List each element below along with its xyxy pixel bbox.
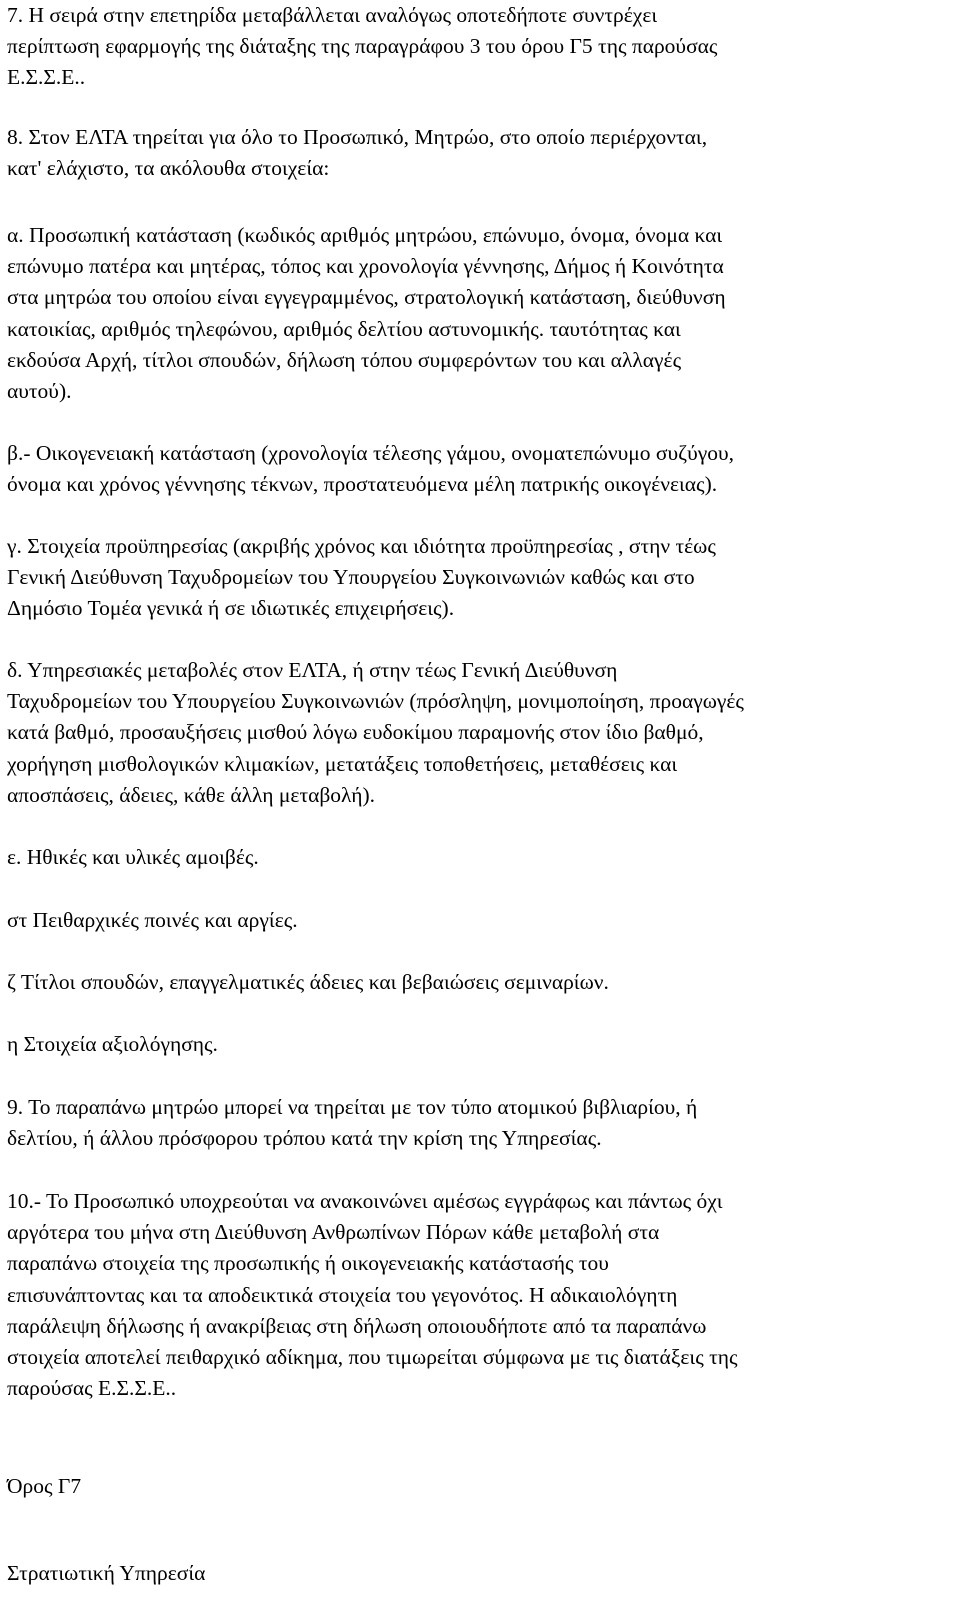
section-heading-military-service [7,1558,205,1589]
text-line: παρούσας Ε.Σ.Σ.Ε.. [7,1376,177,1401]
section-heading-term-g7 [7,1471,81,1502]
paragraph-8-alpha [7,220,726,407]
text-line: δελτίου, ή άλλου πρόσφορου τρόπου κατά την κρίση της Υπηρεσίας. [7,1126,602,1151]
text-line: Όρος Γ7 [7,1474,82,1498]
text-line: Ε.Σ.Σ.Ε.. [7,65,86,90]
paragraph-8-eta [7,1029,218,1060]
text-line: χορήγηση μισθολογικών κλιμακίων, μετατάξεις τοποθετήσεις, μεταθέσεις και [7,751,678,776]
text-line: παραπάνω στοιχεία της προσωπικής ή οικογενειακής κατάστασής του [7,1251,609,1276]
text-line: δ. Υπηρεσιακές μεταβολές στον ΕΛΤΑ, ή στην τέως Γενική Διεύθυνση [7,658,618,682]
text-line: παράλειψη δήλωσης ή ανακρίβειας στη δήλωση οποιουδήποτε από τα παραπάνω [7,1313,707,1338]
text-line: όνομα και χρόνος γέννησης τέκνων, προστατευόμενα μέλη πατρικής οικογένειας). [7,472,718,497]
text-line: στ Πειθαρχικές ποινές και αργίες. [7,908,298,932]
paragraph-8-gamma [7,531,716,625]
text-line: Στρατιωτική Υπηρεσία [7,1561,206,1585]
text-line: ε. Ηθικές και υλικές αμοιβές. [7,845,259,869]
paragraph-8-stigma [7,905,298,936]
text-line: Δημόσιο Τομέα γενικά ή σε ιδιωτικές επιχειρήσεις). [7,596,455,621]
text-line: επισυνάπτοντας και τα αποδεικτικά στοιχεία του γεγονότος. Η αδικαιολόγητη [7,1282,678,1307]
paragraph-8-epsilon [7,842,259,873]
text-line: επώνυμο πατέρα και μητέρας, τόπος και χρονολογία γέννησης, Δήμος ή Κοινότητα [7,254,724,279]
paragraph-9 [7,1092,697,1154]
text-line: περίπτωση εφαρμογής της διάταξης της παραγράφου 3 του όρου Γ5 της παρούσας [7,34,718,59]
text-line: αργότερα του μήνα στη Διεύθυνση Ανθρωπίνων Πόρων κάθε μεταβολή στα [7,1220,660,1245]
text-line: ζ Τίτλοι σπουδών, επαγγελματικές άδειες και βεβαιώσεις σεμιναρίων. [7,970,609,994]
text-line: κατ' ελάχιστο, τα ακόλουθα στοιχεία: [7,156,330,181]
paragraph-7 [7,0,717,94]
text-line: αυτού). [7,379,72,404]
text-line: στα μητρώα του οποίου είναι εγγεγραμμένος, στρατολογική κατάσταση, διεύθυνση [7,285,726,310]
text-line: αποσπάσεις, άδειες, κάθε άλλη μεταβολή). [7,782,376,807]
paragraph-8-beta [7,438,734,500]
paragraph-8-zeta [7,967,609,998]
text-line: 10.- Το Προσωπικό υποχρεούται να ανακοινώνει αμέσως εγγράφως και πάντως όχι [7,1189,723,1213]
text-line: η Στοιχεία αξιολόγησης. [7,1032,218,1056]
paragraph-8 [7,122,707,184]
text-line: στοιχεία αποτελεί πειθαρχικό αδίκημα, που τιμωρείται σύμφωνα με τις διατάξεις της [7,1345,738,1370]
paragraph-8-delta [7,655,744,811]
text-line: Γενική Διεύθυνση Ταχυδρομείων του Υπουργείου Συγκοινωνιών καθώς και στο [7,565,695,590]
text-line: β.- Οικογενειακή κατάσταση (χρονολογία τέλεσης γάμου, ονοματεπώνυμο συζύγου, [7,441,734,465]
text-line: γ. Στοιχεία προϋπηρεσίας (ακριβής χρόνος και ιδιότητα προϋπηρεσίας , στην τέως [7,534,716,558]
text-line: 9. Το παραπάνω μητρώο μπορεί να τηρείται με τον τύπο ατομικού βιβλιαρίου, ή [7,1095,698,1119]
text-line: 7. Η σειρά στην επετηρίδα μεταβάλλεται αναλόγως οποτεδήποτε συντρέχει [7,3,658,27]
paragraph-10 [7,1186,738,1404]
text-line: κατοικίας, αριθμός τηλεφώνου, αριθμός δελτίου αστυνομικής. ταυτότητας και [7,316,681,341]
text-line: εκδούσα Αρχή, τίτλοι σπουδών, δήλωση τόπου συμφερόντων του και αλλαγές [7,347,682,372]
text-line: Ταχυδρομείων του Υπουργείου Συγκοινωνιών (πρόσληψη, μονιμοποίηση, προαγωγές [7,689,744,714]
text-line: 8. Στον ΕΛΤΑ τηρείται για όλο το Προσωπικό, Μητρώο, στο οποίο περιέρχονται, [7,125,708,149]
text-line: κατά βαθμό, προσαυξήσεις μισθού λόγω ευδοκίμου παραμονής στον ίδιο βαθμό, [7,720,704,745]
text-line: α. Προσωπική κατάσταση (κωδικός αριθμός μητρώου, επώνυμο, όνομα, όνομα και [7,223,723,247]
